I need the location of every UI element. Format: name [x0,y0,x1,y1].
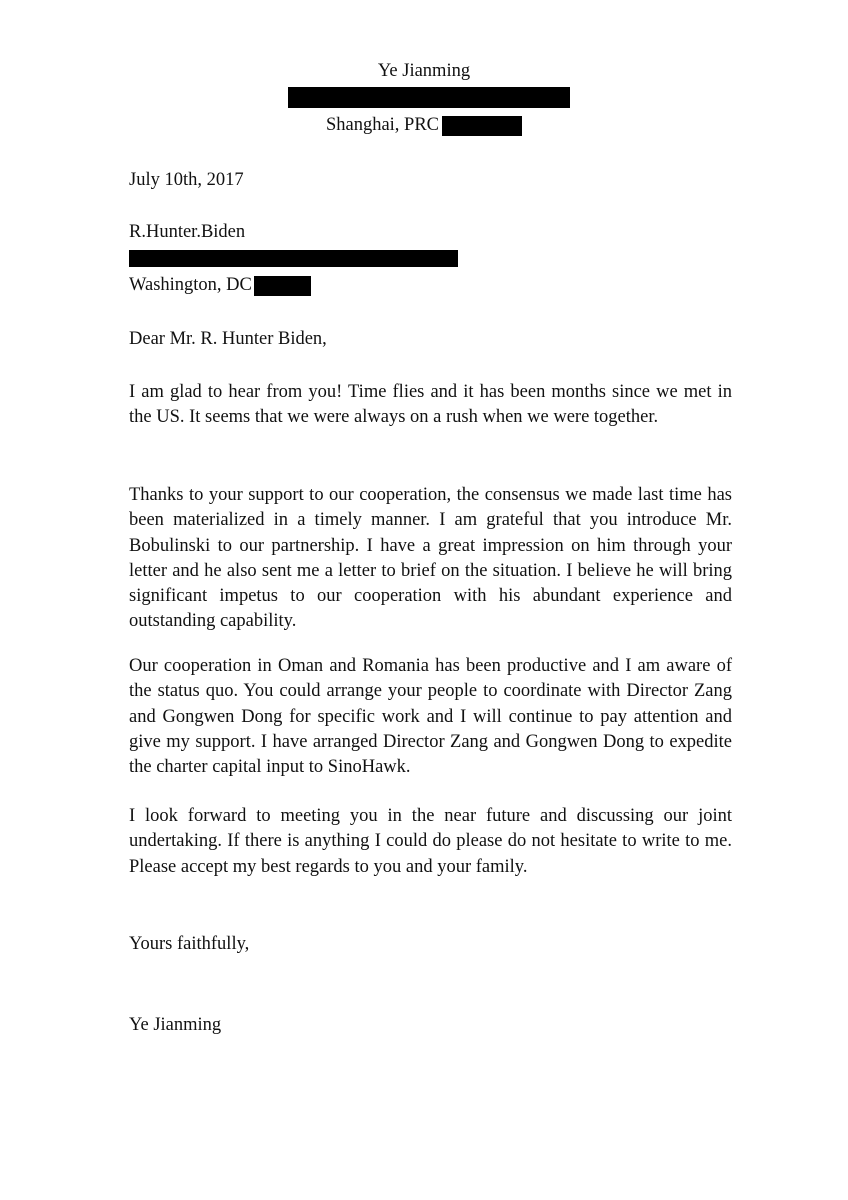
paragraph-3: Our cooperation in Oman and Romania has been productive and I am aware of the status quo. You could arrange your people to coordinate with Director Zang and Gongwen Dong for specific work and I will continue to pay attention and give my support. I have arranged Director Zang and Gongwen Dong to expedite the charter capital input to SinoHawk. [129,656,732,778]
salutation: Dear Mr. R. Hunter Biden, [129,329,327,349]
redacted-recipient-zip [254,276,311,296]
sender-name: Ye Jianming [377,61,471,81]
sender-city: Shanghai, PRC [325,115,440,135]
closing: Yours faithfully, [129,934,250,954]
signature-name: Ye Jianming [129,1015,222,1035]
redacted-recipient-street [129,250,458,267]
redacted-sender-postcode [442,116,522,136]
recipient-city: Washington, DC [129,275,252,295]
paragraph-2: Thanks to your support to our cooperation, the consensus we made last time has been materialized in a timely manner. I am grateful that you introduce Mr. Bobulinski to our partnership. I have a great impression on him through your letter and he also sent me a letter to brief on the situation. I believe he will bring significant impetus to our cooperation with his abundant experience and outstanding capability. [129,485,732,632]
sender-city-line [0,112,848,138]
recipient-city-line [129,272,311,298]
letter-date: July 10th, 2017 [129,170,244,190]
redacted-sender-address [288,87,570,108]
recipient-name: R.Hunter.Biden [129,222,246,242]
paragraph-1: I am glad to hear from you! Time flies and it has been months since we met in the US. It seems that we were always on a rush when we were together. [129,382,732,428]
paragraph-4: I look forward to meeting you in the near future and discussing our joint undertaking. If there is anything I could do please do not hesitate to write to me. Please accept my best regards to you and your family. [129,806,732,877]
